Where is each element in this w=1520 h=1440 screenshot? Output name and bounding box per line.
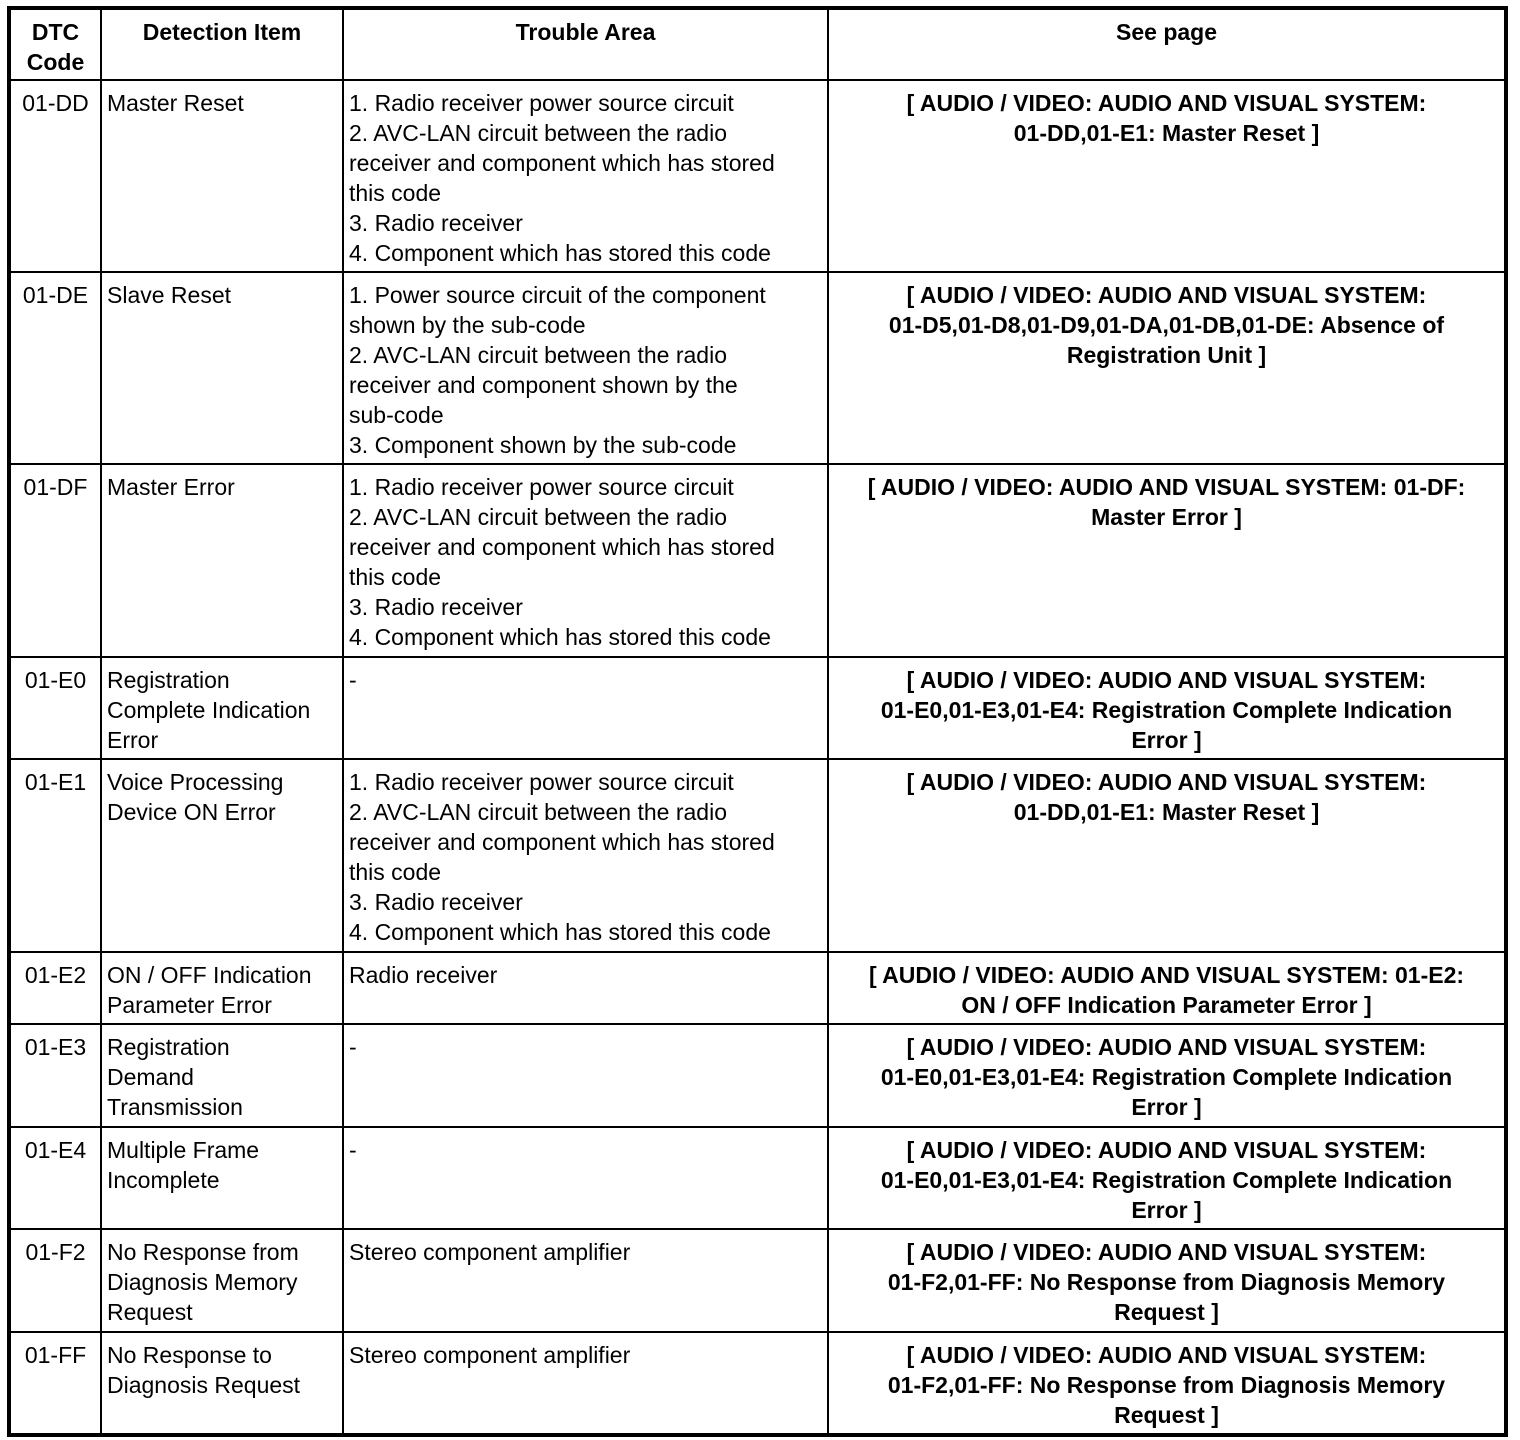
dtc-code: 01-E1 xyxy=(9,759,101,952)
dtc-code: 01-DD xyxy=(9,80,101,272)
table-row xyxy=(9,952,1506,1024)
trouble-area xyxy=(343,1229,828,1332)
trouble-area-line: - xyxy=(349,1034,357,1060)
see-page-link-line: [ AUDIO / VIDEO: AUDIO AND VISUAL SYSTEM: xyxy=(906,1239,1427,1265)
see-page-link-line: Error ] xyxy=(1131,1197,1202,1223)
trouble-area-line: 4. Component which has stored this code xyxy=(349,919,771,945)
see-page-link[interactable] xyxy=(828,464,1506,657)
detection-item xyxy=(101,1024,343,1127)
dtc-code: 01-E2 xyxy=(9,952,101,1024)
table-row xyxy=(9,1332,1506,1435)
detection-item-line: ON / OFF Indication xyxy=(107,962,312,988)
see-page-link[interactable] xyxy=(828,272,1506,464)
detection-item xyxy=(101,80,343,272)
dtc-code: 01-FF xyxy=(9,1332,101,1435)
see-page-link-line: [ AUDIO / VIDEO: AUDIO AND VISUAL SYSTEM: xyxy=(906,1137,1427,1163)
see-page-link-line: 01-DD,01-E1: Master Reset ] xyxy=(1013,120,1320,146)
trouble-area-line: receiver and component shown by the xyxy=(349,372,738,398)
table-row xyxy=(9,1127,1506,1229)
see-page-link-line: [ AUDIO / VIDEO: AUDIO AND VISUAL SYSTEM: xyxy=(906,1034,1427,1060)
see-page-link-line: [ AUDIO / VIDEO: AUDIO AND VISUAL SYSTEM: 01-E2: xyxy=(868,962,1465,988)
see-page-link-line: ON / OFF Indication Parameter Error ] xyxy=(961,992,1372,1018)
detection-item-line: Request xyxy=(107,1299,193,1325)
header-dtc-code xyxy=(9,8,101,80)
see-page-link-line: 01-F2,01-FF: No Response from Diagnosis Memory xyxy=(887,1269,1446,1295)
trouble-area-line: 3. Radio receiver xyxy=(349,889,523,915)
detection-item xyxy=(101,1332,343,1435)
see-page-link[interactable] xyxy=(828,1332,1506,1435)
header-row xyxy=(9,8,1506,80)
trouble-area-line: - xyxy=(349,667,357,693)
detection-item-line: Slave Reset xyxy=(107,282,232,308)
trouble-area-line: - xyxy=(349,1137,357,1163)
trouble-area-line: sub-code xyxy=(349,402,444,428)
trouble-area xyxy=(343,657,828,759)
trouble-area-line: Stereo component amplifier xyxy=(349,1239,631,1265)
detection-item-line: Diagnosis Memory xyxy=(107,1269,298,1295)
trouble-area-line: receiver and component which has stored xyxy=(349,534,775,560)
trouble-area xyxy=(343,1127,828,1229)
see-page-link-line: 01-DD,01-E1: Master Reset ] xyxy=(1013,799,1320,825)
trouble-area-line: Radio receiver xyxy=(349,962,498,988)
trouble-area-line: 3. Radio receiver xyxy=(349,594,523,620)
detection-item-line: Multiple Frame xyxy=(107,1137,260,1163)
see-page-link-line: Request ] xyxy=(1114,1299,1219,1325)
table-row xyxy=(9,80,1506,272)
see-page-link-line: Request ] xyxy=(1114,1402,1219,1428)
trouble-area-line: 4. Component which has stored this code xyxy=(349,240,771,266)
trouble-area xyxy=(343,80,828,272)
see-page-link-line: 01-E0,01-E3,01-E4: Registration Complete Indication xyxy=(880,697,1453,723)
dtc-code: 01-E4 xyxy=(9,1127,101,1229)
see-page-link[interactable] xyxy=(828,80,1506,272)
see-page-link-line: Error ] xyxy=(1131,1094,1202,1120)
see-page-link-line: [ AUDIO / VIDEO: AUDIO AND VISUAL SYSTEM: xyxy=(906,667,1427,693)
header-line: DTC xyxy=(31,19,80,45)
trouble-area-line: this code xyxy=(349,180,442,206)
dtc-code: 01-F2 xyxy=(9,1229,101,1332)
trouble-area xyxy=(343,464,828,657)
detection-item-line: No Response from xyxy=(107,1239,299,1265)
see-page-link-line: Master Error ] xyxy=(1091,504,1242,530)
detection-item xyxy=(101,1127,343,1229)
see-page-link-line: Registration Unit ] xyxy=(1066,342,1267,368)
see-page-link-line: [ AUDIO / VIDEO: AUDIO AND VISUAL SYSTEM: xyxy=(906,282,1427,308)
dtc-code: 01-E3 xyxy=(9,1024,101,1127)
trouble-area-line: 1. Power source circuit of the component xyxy=(349,282,766,308)
header-line: Code xyxy=(26,49,85,75)
trouble-area xyxy=(343,1024,828,1127)
see-page-link[interactable] xyxy=(828,657,1506,759)
header-trouble-area: Trouble Area xyxy=(343,8,828,80)
trouble-area-line: this code xyxy=(349,564,442,590)
dtc-code: 01-E0 xyxy=(9,657,101,759)
trouble-area-line: shown by the sub-code xyxy=(349,312,586,338)
see-page-link[interactable] xyxy=(828,759,1506,952)
trouble-area-line: 1. Radio receiver power source circuit xyxy=(349,90,734,116)
trouble-area-line: receiver and component which has stored xyxy=(349,829,775,855)
see-page-link-line: [ AUDIO / VIDEO: AUDIO AND VISUAL SYSTEM: xyxy=(906,1342,1427,1368)
detection-item-line: Parameter Error xyxy=(107,992,272,1018)
detection-item-line: No Response to xyxy=(107,1342,272,1368)
dtc-code: 01-DE xyxy=(9,272,101,464)
see-page-link-line: 01-E0,01-E3,01-E4: Registration Complete Indication xyxy=(880,1167,1453,1193)
see-page-link-line: [ AUDIO / VIDEO: AUDIO AND VISUAL SYSTEM: xyxy=(906,90,1427,116)
see-page-link[interactable] xyxy=(828,952,1506,1024)
detection-item xyxy=(101,759,343,952)
see-page-link[interactable] xyxy=(828,1229,1506,1332)
table-row xyxy=(9,272,1506,464)
detection-item-line: Transmission xyxy=(107,1094,243,1120)
table-row xyxy=(9,657,1506,759)
see-page-link-line: 01-D5,01-D8,01-D9,01-DA,01-DB,01-DE: Absence of xyxy=(888,312,1445,338)
detection-item-line: Voice Processing xyxy=(107,769,284,795)
trouble-area-line: receiver and component which has stored xyxy=(349,150,775,176)
trouble-area-line: 1. Radio receiver power source circuit xyxy=(349,769,734,795)
table-row xyxy=(9,1024,1506,1127)
dtc-table xyxy=(7,6,1508,1437)
detection-item-line: Registration xyxy=(107,1034,230,1060)
detection-item-line: Incomplete xyxy=(107,1167,220,1193)
header-see-page: See page xyxy=(828,8,1506,80)
detection-item-line: Diagnosis Request xyxy=(107,1372,301,1398)
header-detection-item: Detection Item xyxy=(101,8,343,80)
detection-item-line: Error xyxy=(107,727,159,753)
see-page-link[interactable] xyxy=(828,1024,1506,1127)
trouble-area-line: 3. Radio receiver xyxy=(349,210,523,236)
trouble-area-line: 2. AVC-LAN circuit between the radio xyxy=(349,799,727,825)
see-page-link-line: [ AUDIO / VIDEO: AUDIO AND VISUAL SYSTEM: 01-DF: xyxy=(867,474,1466,500)
trouble-area-line: 1. Radio receiver power source circuit xyxy=(349,474,734,500)
trouble-area-line: 2. AVC-LAN circuit between the radio xyxy=(349,342,727,368)
trouble-area-line: this code xyxy=(349,859,442,885)
detection-item xyxy=(101,464,343,657)
detection-item-line: Master Reset xyxy=(107,90,244,116)
see-page-link-line: [ AUDIO / VIDEO: AUDIO AND VISUAL SYSTEM: xyxy=(906,769,1427,795)
detection-item-line: Master Error xyxy=(107,474,235,500)
table-row xyxy=(9,759,1506,952)
trouble-area xyxy=(343,952,828,1024)
detection-item-line: Registration xyxy=(107,667,230,693)
detection-item xyxy=(101,952,343,1024)
detection-item-line: Complete Indication xyxy=(107,697,311,723)
detection-item-line: Demand xyxy=(107,1064,194,1090)
detection-item xyxy=(101,657,343,759)
see-page-link-line: Error ] xyxy=(1131,727,1202,753)
trouble-area-line: 2. AVC-LAN circuit between the radio xyxy=(349,504,727,530)
trouble-area xyxy=(343,759,828,952)
trouble-area-line: 2. AVC-LAN circuit between the radio xyxy=(349,120,727,146)
see-page-link-line: 01-E0,01-E3,01-E4: Registration Complete Indication xyxy=(880,1064,1453,1090)
trouble-area-line: 4. Component which has stored this code xyxy=(349,624,771,650)
trouble-area-line: 3. Component shown by the sub-code xyxy=(349,432,737,458)
table-row xyxy=(9,1229,1506,1332)
see-page-link[interactable] xyxy=(828,1127,1506,1229)
trouble-area xyxy=(343,1332,828,1435)
detection-item-line: Device ON Error xyxy=(107,799,276,825)
detection-item xyxy=(101,272,343,464)
see-page-link-line: 01-F2,01-FF: No Response from Diagnosis Memory xyxy=(887,1372,1446,1398)
table-row xyxy=(9,464,1506,657)
trouble-area-line: Stereo component amplifier xyxy=(349,1342,631,1368)
trouble-area xyxy=(343,272,828,464)
dtc-code: 01-DF xyxy=(9,464,101,657)
detection-item xyxy=(101,1229,343,1332)
